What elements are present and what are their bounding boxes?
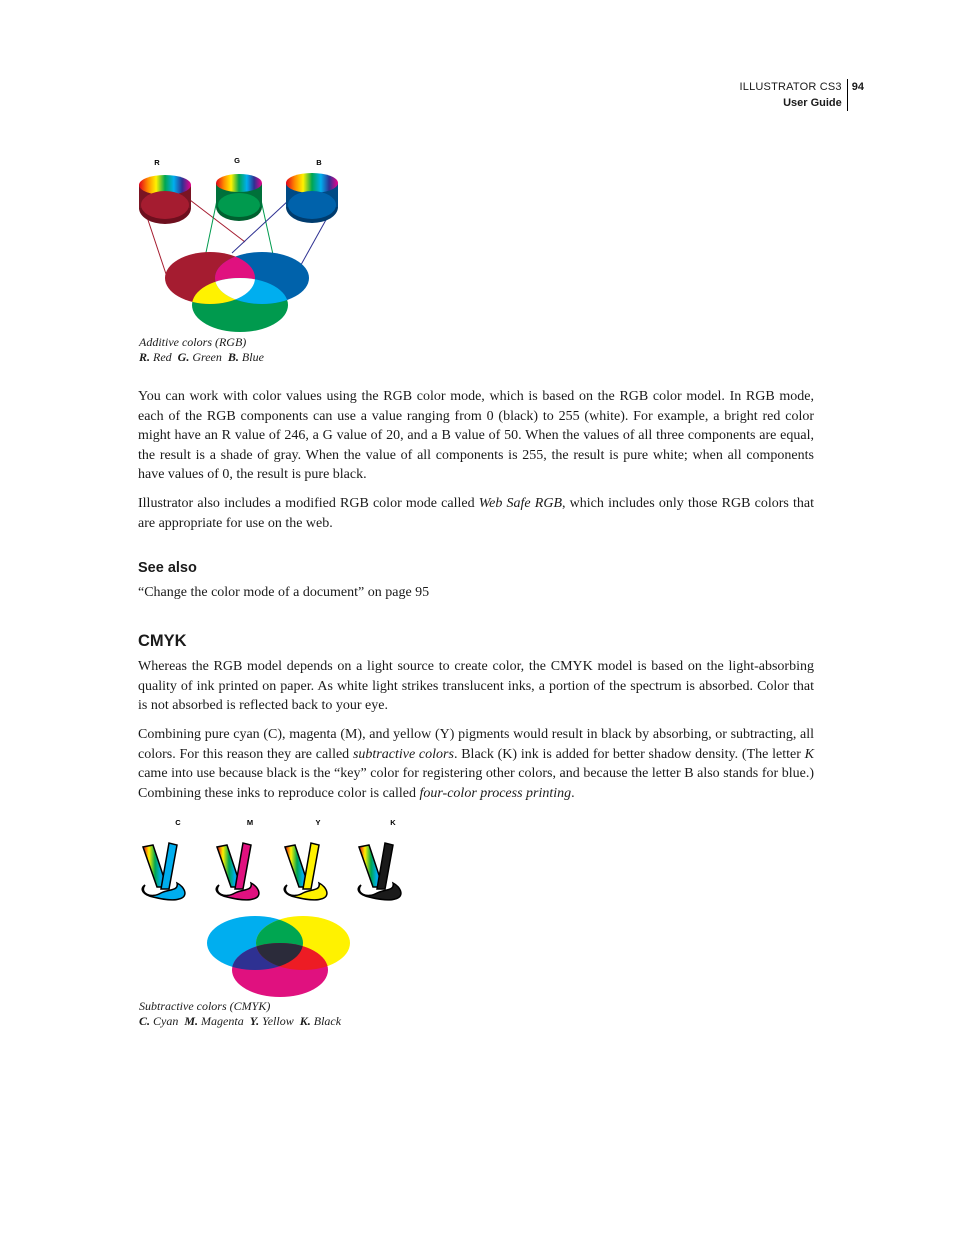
see-also-heading: See also [138,560,197,576]
cmyk-caption [139,999,341,1029]
see-also-link[interactable]: “Change the color mode of a document” on page 95 [138,585,430,600]
legend-text: Cyan [153,1014,179,1028]
text-run: Illustrator also includes a modified RGB color mode called [138,496,479,511]
legend-key: G. [177,350,190,364]
legend-text: Black [313,1014,342,1028]
cmyk-illustration [135,815,425,1000]
legend-key: R. [139,350,151,364]
legend-key: M. [184,1014,199,1028]
label-k: K [390,818,396,827]
black-ink-icon [358,843,401,900]
text-run: came into use because black is the “key” color for registering other colors, and because the letter B also stands for blue.) Combining these inks to reproduce color is called [138,766,814,801]
emphasis-four-color-process: four-color process printing [419,785,572,801]
text-run: . Black (K) ink is added for better shadow density. (The letter [453,746,805,762]
header-titles [740,79,848,111]
emphasis-subtractive-colors: subtractive colors [352,746,454,762]
legend-text: Green [192,350,222,364]
rgb-additive-figure [135,150,345,335]
product-name: ILLUSTRATOR CS3 [739,81,842,93]
emphasis-web-safe-rgb: Web Safe RGB [478,496,563,511]
page-number: 94 [851,81,864,93]
text-run: , which includes only those RGB colors that are appropriate for use on the web. [138,496,814,531]
text-run: Combining pure cyan (C), magenta (M), and yellow (Y) pigments would result in black by absorbing, or subtracting, all colors. For this reason they are called [138,727,814,762]
label-y: Y [315,818,321,827]
cmyk-heading: CMYK [138,632,187,650]
legend-key: C. [139,1014,151,1028]
blue-projector [286,173,338,223]
rgb-caption-title: Additive colors (RGB) [139,335,247,349]
label-c: C [175,818,181,827]
green-projector [216,174,262,221]
rgb-paragraph-1: You can work with color values using the RGB color mode, which is based on the RGB color model. In RGB mode, each of the RGB components can use a value ranging from 0 (black) to 255 (white). For example, a bright red color might have an R value of 246, a G value of 20, and a B value of 50. When the values of all three components are equal, the result is a shade of gray. When the value of all components is 255, the result is pure white; when all components have values of 0, the result is pure black. [138,389,814,483]
label-b: B [316,158,322,167]
magenta-ink-icon [216,843,259,900]
legend-text: Magenta [201,1014,244,1028]
rgb-illustration [135,150,345,335]
rgb-caption-legend [139,350,264,365]
legend-text: Blue [241,350,264,364]
cyan-ink-icon [142,843,185,900]
legend-key: Y. [249,1014,260,1028]
running-header [740,79,864,111]
red-projector [139,175,191,224]
cmyk-paragraph-1: Whereas the RGB model depends on a light source to create color, the CMYK model is based on the light-absorbing quality of ink printed on paper. As white light strikes translucent inks, a portion of the spectrum is absorbed. Color that is not absorbed is reflected back to your eye. [138,659,814,714]
emphasis-k: K [804,746,814,762]
label-m: M [246,818,254,827]
label-r: R [154,158,160,167]
cmyk-caption-title: Subtractive colors (CMYK) [139,999,271,1013]
legend-key: B. [227,350,239,364]
cmyk-caption-legend [139,1014,341,1029]
cmyk-paragraph-2 [138,725,814,803]
legend-text: Yellow [262,1014,294,1028]
cmyk-subtractive-figure [135,815,425,1000]
label-g: G [234,156,240,165]
rgb-caption [139,335,264,365]
text-run: . [571,785,575,801]
yellow-ink-icon [284,843,327,900]
rgb-paragraph-2 [138,494,814,533]
guide-name: User Guide [783,97,842,109]
legend-key: K. [299,1014,311,1028]
legend-text: Red [153,350,172,364]
